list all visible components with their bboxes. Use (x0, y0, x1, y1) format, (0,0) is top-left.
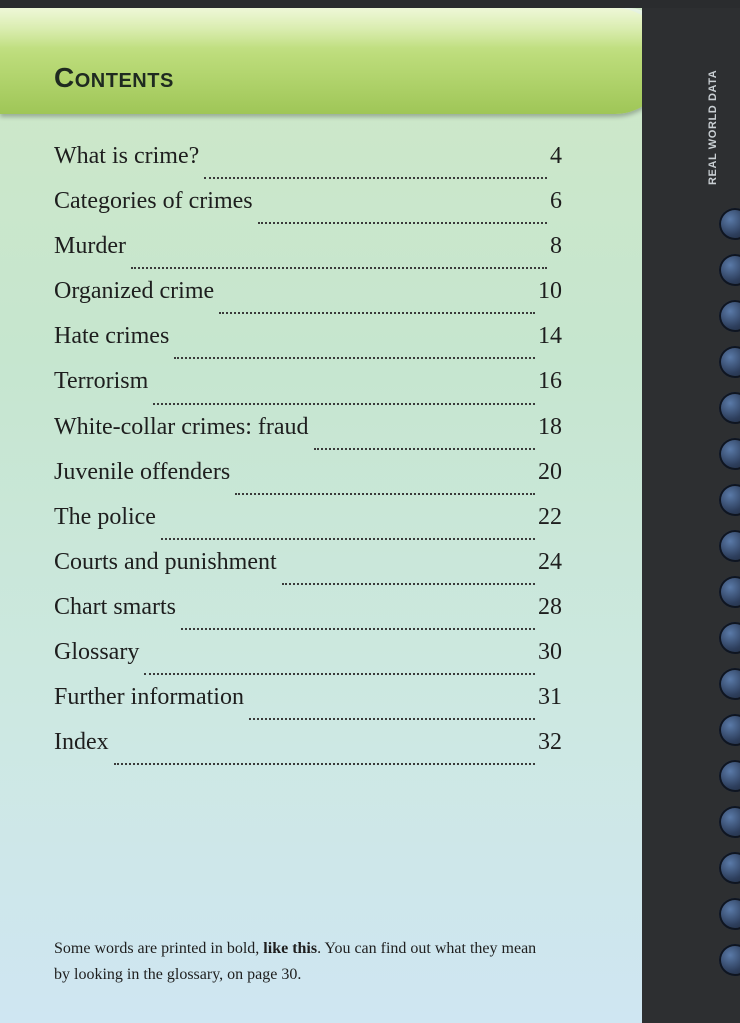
toc-entry[interactable] (54, 143, 562, 188)
dot-leader (153, 403, 535, 405)
toc-entry-page: 4 (550, 143, 562, 169)
toc-entry-title: Terrorism (54, 368, 149, 395)
dot-leader (144, 673, 535, 675)
toc-entry[interactable] (54, 684, 562, 729)
toc-entry-title: Glossary (54, 639, 140, 666)
toc-entry-title: White-collar crimes: fraud (54, 413, 309, 440)
toc-entry[interactable] (54, 368, 562, 413)
toc-entry-page: 18 (538, 413, 562, 440)
toc-entry[interactable] (54, 278, 562, 323)
dot-leader (235, 493, 535, 495)
dot-leader (314, 448, 535, 450)
dot-leader (181, 628, 535, 630)
toc-entry[interactable] (54, 504, 562, 549)
toc-entry-title: The police (54, 503, 156, 530)
toc-entry[interactable] (54, 414, 562, 459)
toc-entry-page: 14 (538, 323, 562, 350)
dot-leader (114, 763, 535, 765)
toc-entry-title: What is crime? (54, 143, 200, 169)
toc-entry-title: Chart smarts (54, 593, 176, 620)
toc-entry[interactable] (54, 188, 562, 233)
glossary-note (54, 936, 544, 988)
toc-entry-page: 28 (538, 593, 562, 620)
contents-header-bar (0, 8, 668, 114)
table-of-contents (54, 143, 562, 774)
toc-entry-page: 16 (538, 368, 562, 395)
toc-entry[interactable] (54, 549, 562, 594)
dot-leader (174, 357, 535, 359)
toc-entry[interactable] (54, 729, 562, 774)
note-bold-example: like this (263, 940, 318, 957)
toc-entry-page: 31 (538, 684, 562, 711)
dot-leader (258, 222, 547, 224)
dot-leader (131, 267, 547, 269)
toc-entry-title: Hate crimes (54, 323, 170, 350)
toc-entry-page: 6 (550, 188, 562, 215)
toc-entry-title: Courts and punishment (54, 548, 277, 575)
toc-entry-page: 24 (538, 548, 562, 575)
dot-leader (204, 177, 547, 179)
toc-entry-page: 20 (538, 458, 562, 485)
toc-entry-page: 30 (538, 639, 562, 666)
dot-leader (249, 718, 535, 720)
toc-entry-title: Further information (54, 684, 244, 711)
toc-entry-title: Juvenile offenders (54, 458, 231, 485)
dot-leader (219, 312, 535, 314)
toc-entry-title: Murder (54, 233, 126, 260)
toc-entry-page: 22 (538, 503, 562, 530)
toc-entry[interactable] (54, 594, 562, 639)
note-text: Some words are printed in bold, (54, 940, 264, 957)
top-edge (0, 0, 740, 8)
dot-leader (161, 538, 535, 540)
toc-entry-title: Categories of crimes (54, 188, 253, 215)
toc-entry-page: 10 (538, 278, 562, 305)
note-text: . You can find out what they mean by looking in the glossary, on page 30. (54, 940, 537, 983)
toc-entry[interactable] (54, 639, 562, 684)
page-title: Contents (54, 62, 174, 93)
dot-leader (282, 583, 535, 585)
toc-entry[interactable] (54, 323, 562, 368)
toc-entry-page: 8 (550, 233, 562, 260)
series-label: REAL WORLD DATA (707, 69, 719, 185)
toc-entry[interactable] (54, 233, 562, 278)
toc-entry-title: Organized crime (54, 278, 215, 305)
toc-entry-title: Index (54, 729, 109, 756)
toc-entry-page: 32 (538, 729, 562, 756)
toc-entry[interactable] (54, 459, 562, 504)
